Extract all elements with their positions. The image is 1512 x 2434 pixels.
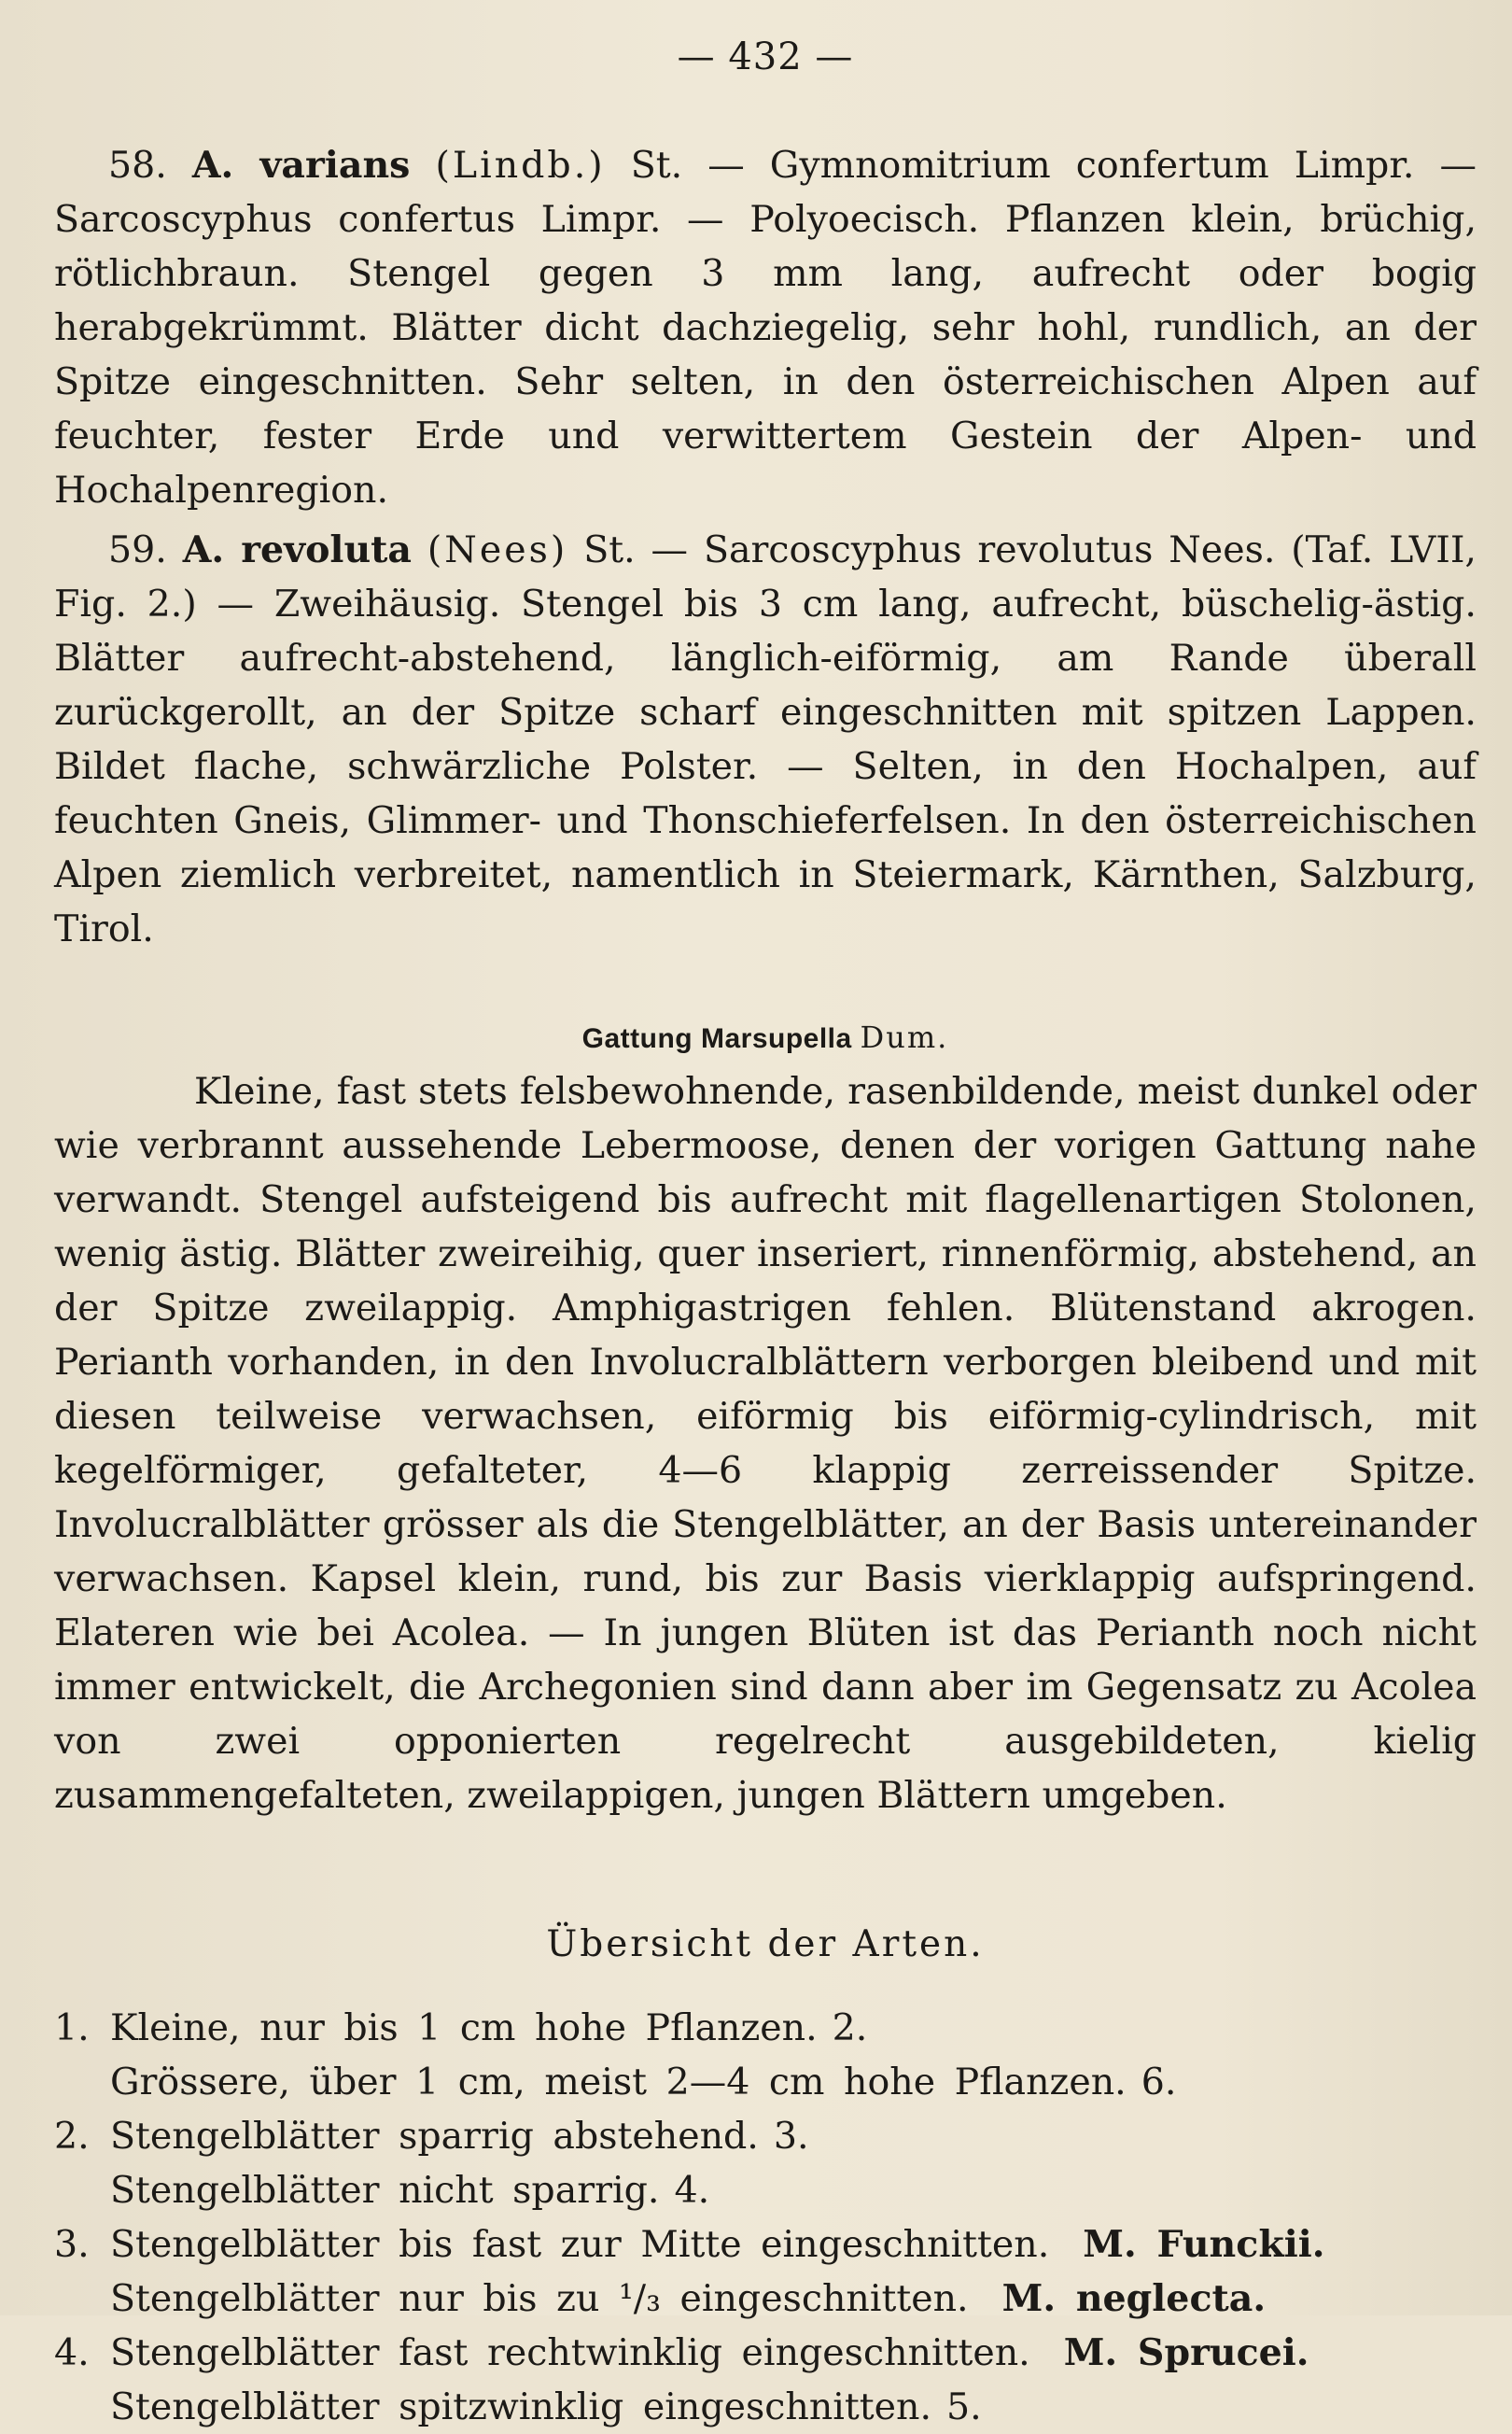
key-result: 3. bbox=[773, 2115, 809, 2158]
species-key bbox=[54, 2001, 1477, 2434]
key-text bbox=[110, 2001, 1477, 2055]
species-author: (Nees) bbox=[427, 528, 568, 571]
genus-description: Kleine, fast stets felsbewohnende, rasenbildende, meist dunkel oder wie verbrannt aussehende Lebermoose, denen der vorigen Gattung nahe verwandt. Stengel aufsteigend bis aufrecht mit flagellenartigen Stolonen, wenig ästig. Blätter zweireihig, quer inseriert, rinnenförmig, abstehend, an der Spitze zweilappig. Amphigastrigen fehlen. Blütenstand akrogen. Perianth vorhanden, in den Involucralblättern verborgen bleibend und mit diesen teilweise verwachsen, eiförmig bis eiförmig-cylindrisch, mit kegelförmiger, gefalteter, 4—6 klappig zerreissender Spitze. Involucralblätter grösser als die Stengelblätter, an der Basis untereinander verwachsen. Kapsel klein, rund, bis zur Basis vierklappig aufspringend. Elateren wie bei Acolea. — In jungen Blüten ist das Perianth noch nicht immer entwickelt, die Archegonien sind dann aber im Gegensatz zu Acolea von zwei opponierten regelrecht ausgebildeten, kielig zusammengefalteten, zweilappigen, jungen Blättern umgeben. bbox=[54, 1070, 1477, 1817]
key-statement: Stengelblätter sparrig abstehend. bbox=[110, 2115, 759, 2158]
key-result: 2. bbox=[832, 2006, 868, 2049]
key-text bbox=[110, 2109, 1477, 2163]
key-row bbox=[54, 2380, 1477, 2434]
overview-heading: Übersicht der Arten. bbox=[546, 1923, 985, 1965]
key-statement: Kleine, nur bis 1 cm hohe Pflanzen. bbox=[110, 2006, 818, 2049]
genus-title: Gattung Marsupella bbox=[581, 1023, 852, 1054]
key-row bbox=[54, 2055, 1477, 2109]
key-text bbox=[110, 2055, 1477, 2109]
key-number: 4. bbox=[54, 2331, 90, 2374]
genus-author: Dum. bbox=[860, 1020, 949, 1055]
species-entry-58 bbox=[54, 138, 1477, 517]
key-text bbox=[110, 2326, 1477, 2380]
key-row bbox=[54, 2217, 1477, 2272]
species-entry-59 bbox=[54, 523, 1477, 956]
key-text bbox=[110, 2272, 1477, 2326]
key-row bbox=[54, 2163, 1477, 2217]
key-number: 2. bbox=[54, 2115, 90, 2158]
page-number: — 432 — bbox=[677, 35, 854, 78]
key-number: 3. bbox=[54, 2223, 90, 2266]
entry-number: 59. bbox=[108, 528, 167, 571]
species-author: (Lindb.) bbox=[435, 144, 606, 187]
key-row bbox=[54, 2272, 1477, 2326]
key-number: 1. bbox=[54, 2006, 90, 2049]
key-statement: Stengelblätter bis fast zur Mitte eingeschnitten. bbox=[110, 2223, 1050, 2266]
key-text bbox=[110, 2163, 1477, 2217]
key-text bbox=[110, 2217, 1477, 2272]
key-species: M. Funckii. bbox=[1083, 2223, 1325, 2266]
key-statement: Stengelblätter nur bis zu ¹/₃ eingeschnitten. bbox=[110, 2277, 969, 2320]
key-text bbox=[110, 2380, 1477, 2434]
species-name: A. varians bbox=[191, 144, 411, 187]
key-row bbox=[54, 2001, 1477, 2055]
key-row bbox=[54, 2109, 1477, 2163]
key-statement: Stengelblätter nicht sparrig. bbox=[110, 2169, 660, 2212]
entry-number: 58. bbox=[108, 144, 167, 187]
species-name: A. revoluta bbox=[182, 528, 412, 571]
entry-text: St. — Sarcoscyphus revolutus Nees. (Taf. LVII, Fig. 2.) — Zweihäusig. Stengel bis 3 cm lang, aufrecht, büschelig-ästig. Blätter aufrecht-abstehend, länglich-eiförmig, am Rande überall zurückgerollt, an der Spitze scharf eingeschnitten mit spitzen Lappen. Bildet flache, schwärzliche Polster. — Selten, in den Hochalpen, auf feuchten Gneis, Glimmer- und Thonschieferfelsen. In den österreichischen Alpen ziemlich verbreitet, namentlich in Steiermark, Kärnthen, Salzburg, Tirol. bbox=[54, 528, 1477, 950]
key-row bbox=[54, 2326, 1477, 2380]
key-statement: Stengelblätter spitzwinklig eingeschnitten. bbox=[110, 2385, 932, 2428]
key-species: M. neglecta. bbox=[1001, 2277, 1267, 2320]
key-result: 6. bbox=[1141, 2061, 1177, 2103]
entry-text: St. — Gymnomitrium confertum Limpr. — Sarcoscyphus confertus Limpr. — Polyoecisch. Pflanzen klein, brüchig, rötlichbraun. Stengel gegen 3 mm lang, aufrecht oder bogig herabgekrümmt. Blätter dicht dachziegelig, sehr hohl, rundlich, an der Spitze eingeschnitten. Sehr selten, in den österreichischen Alpen auf feuchter, fester Erde und verwittertem Gestein der Alpen- und Hochalpenregion. bbox=[54, 144, 1477, 512]
key-statement: Stengelblätter fast rechtwinklig eingeschnitten. bbox=[110, 2331, 1030, 2374]
key-statement: Grössere, über 1 cm, meist 2—4 cm hohe Pflanzen. bbox=[110, 2061, 1127, 2103]
genus-heading bbox=[54, 1020, 1477, 1055]
key-species: M. Sprucei. bbox=[1063, 2331, 1309, 2374]
key-result: 4. bbox=[674, 2169, 710, 2212]
key-result: 5. bbox=[946, 2385, 982, 2428]
